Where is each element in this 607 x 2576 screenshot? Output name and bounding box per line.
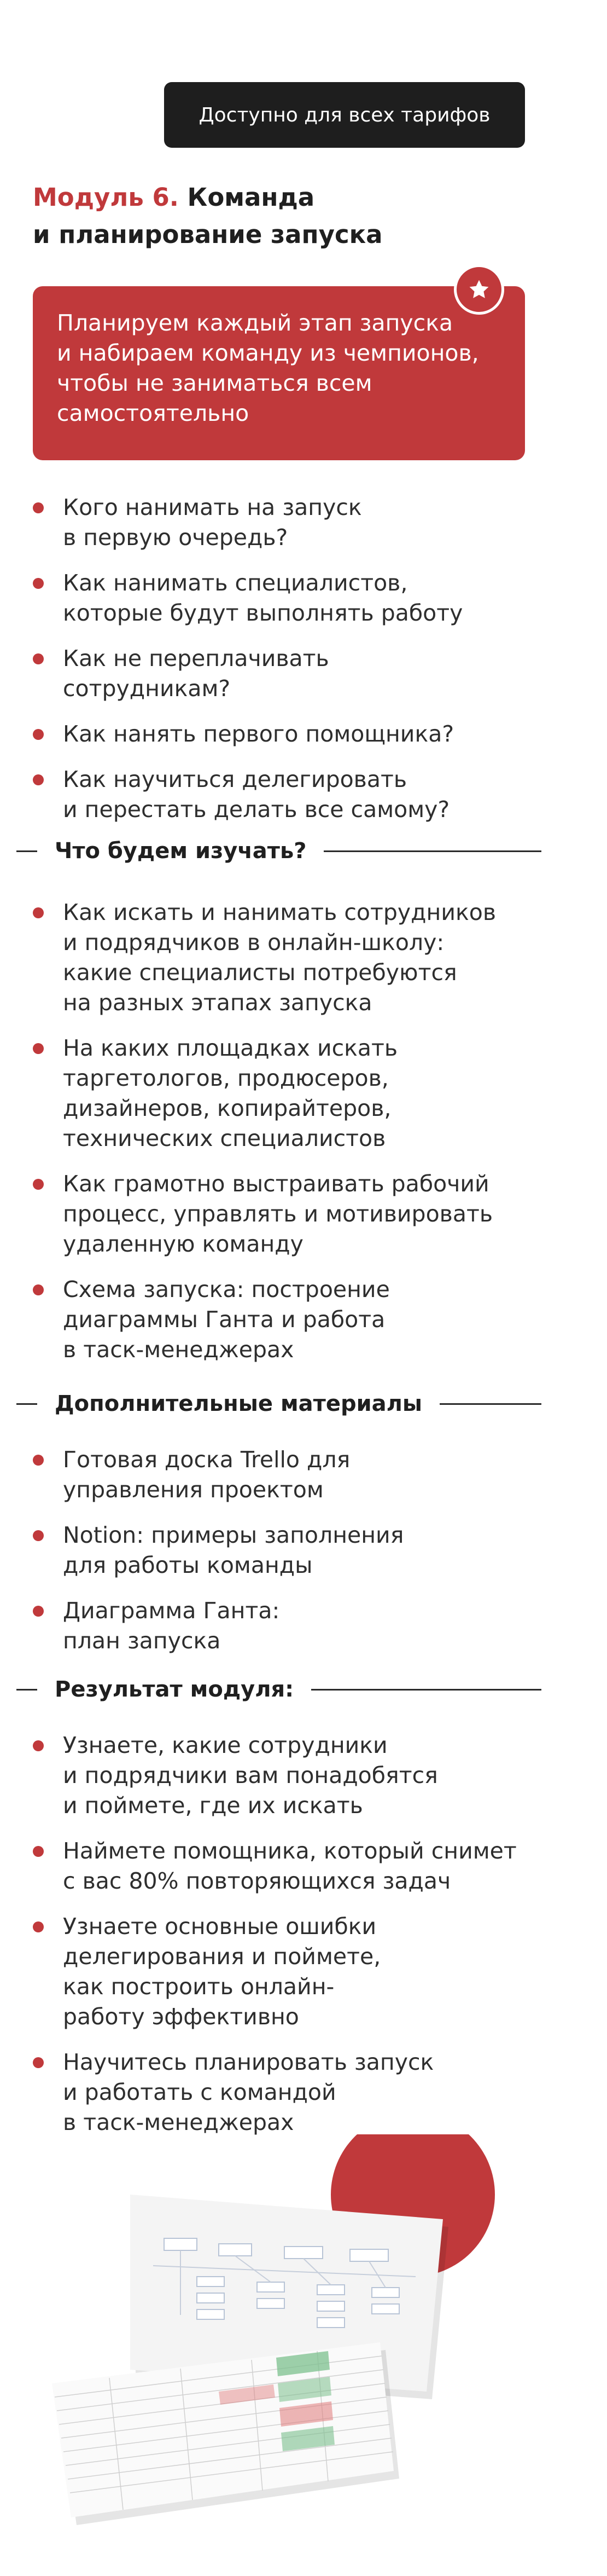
callout-text: Планируем каждый этап запуска и набираем команду из чемпионов, чтобы не заниматься всем самостоятельно [57,310,479,426]
list-item: Схема запуска: построение диаграммы Ганта и работа в таск-менеджерах [33,1275,552,1365]
list-item: Наймете помощника, который снимет с вас 80% повторяющихся задач [33,1836,552,1896]
project-documents-illustration [0,2134,607,2561]
module-title [33,179,580,253]
module-title-line2: и планирование запуска [33,220,383,249]
section-header-materials [16,1391,541,1416]
list-item: Диаграмма Ганта: план запуска [33,1596,552,1656]
list-item: Как научиться делегировать и перестать делать все самому? [33,765,552,825]
list-item: Узнаете, какие сотрудники и подрядчики вам понадобятся и поймете, где их искать [33,1730,552,1821]
learn-list [33,898,552,1380]
divider [16,1689,37,1691]
divider [324,850,541,852]
divider [16,1403,37,1405]
section-header-result [16,1677,541,1702]
star-icon [454,264,504,315]
list-item: Как не переплачивать сотрудникам? [33,644,552,704]
result-list [33,1730,552,2153]
list-item: На каких площадках искать таргетологов, продюсеров, дизайнеров, копирайтеров, технических специалистов [33,1033,552,1154]
divider [440,1403,541,1405]
divider [16,850,37,852]
module-summary-callout [33,286,525,460]
question-list [33,493,552,840]
list-item: Notion: примеры заполнения для работы команды [33,1520,552,1581]
section-header-learn [16,838,541,864]
divider [311,1689,541,1691]
tariff-badge-label: Доступно для всех тарифов [199,103,491,126]
list-item: Как искать и нанимать сотрудников и подрядчиков в онлайн-школу: какие специалисты потребуются на разных этапах запуска [33,898,552,1018]
module-title-line1: Команда [187,183,315,212]
section-title: Что будем изучать? [55,838,307,864]
section-title: Дополнительные материалы [55,1391,423,1416]
list-item: Готовая доска Trello для управления проектом [33,1445,552,1505]
list-item: Как нанять первого помощника? [33,719,552,749]
tariff-badge [164,82,525,148]
materials-list [33,1445,552,1671]
spreadsheet [52,2342,399,2525]
list-item: Кого нанимать на запуск в первую очередь? [33,493,552,553]
list-item: Как нанимать специалистов, которые будут выполнять работу [33,568,552,628]
list-item: Как грамотно выстраивать рабочий процесс, управлять и мотивировать удаленную команду [33,1169,552,1259]
module-number: Модуль 6. [33,183,179,212]
section-title: Результат модуля: [55,1677,294,1702]
list-item: Узнаете основные ошибки делегирования и поймете, как построить онлайн- работу эффективно [33,1912,552,2032]
list-item: Научитесь планировать запуск и работать с командой в таск-менеджерах [33,2047,552,2138]
